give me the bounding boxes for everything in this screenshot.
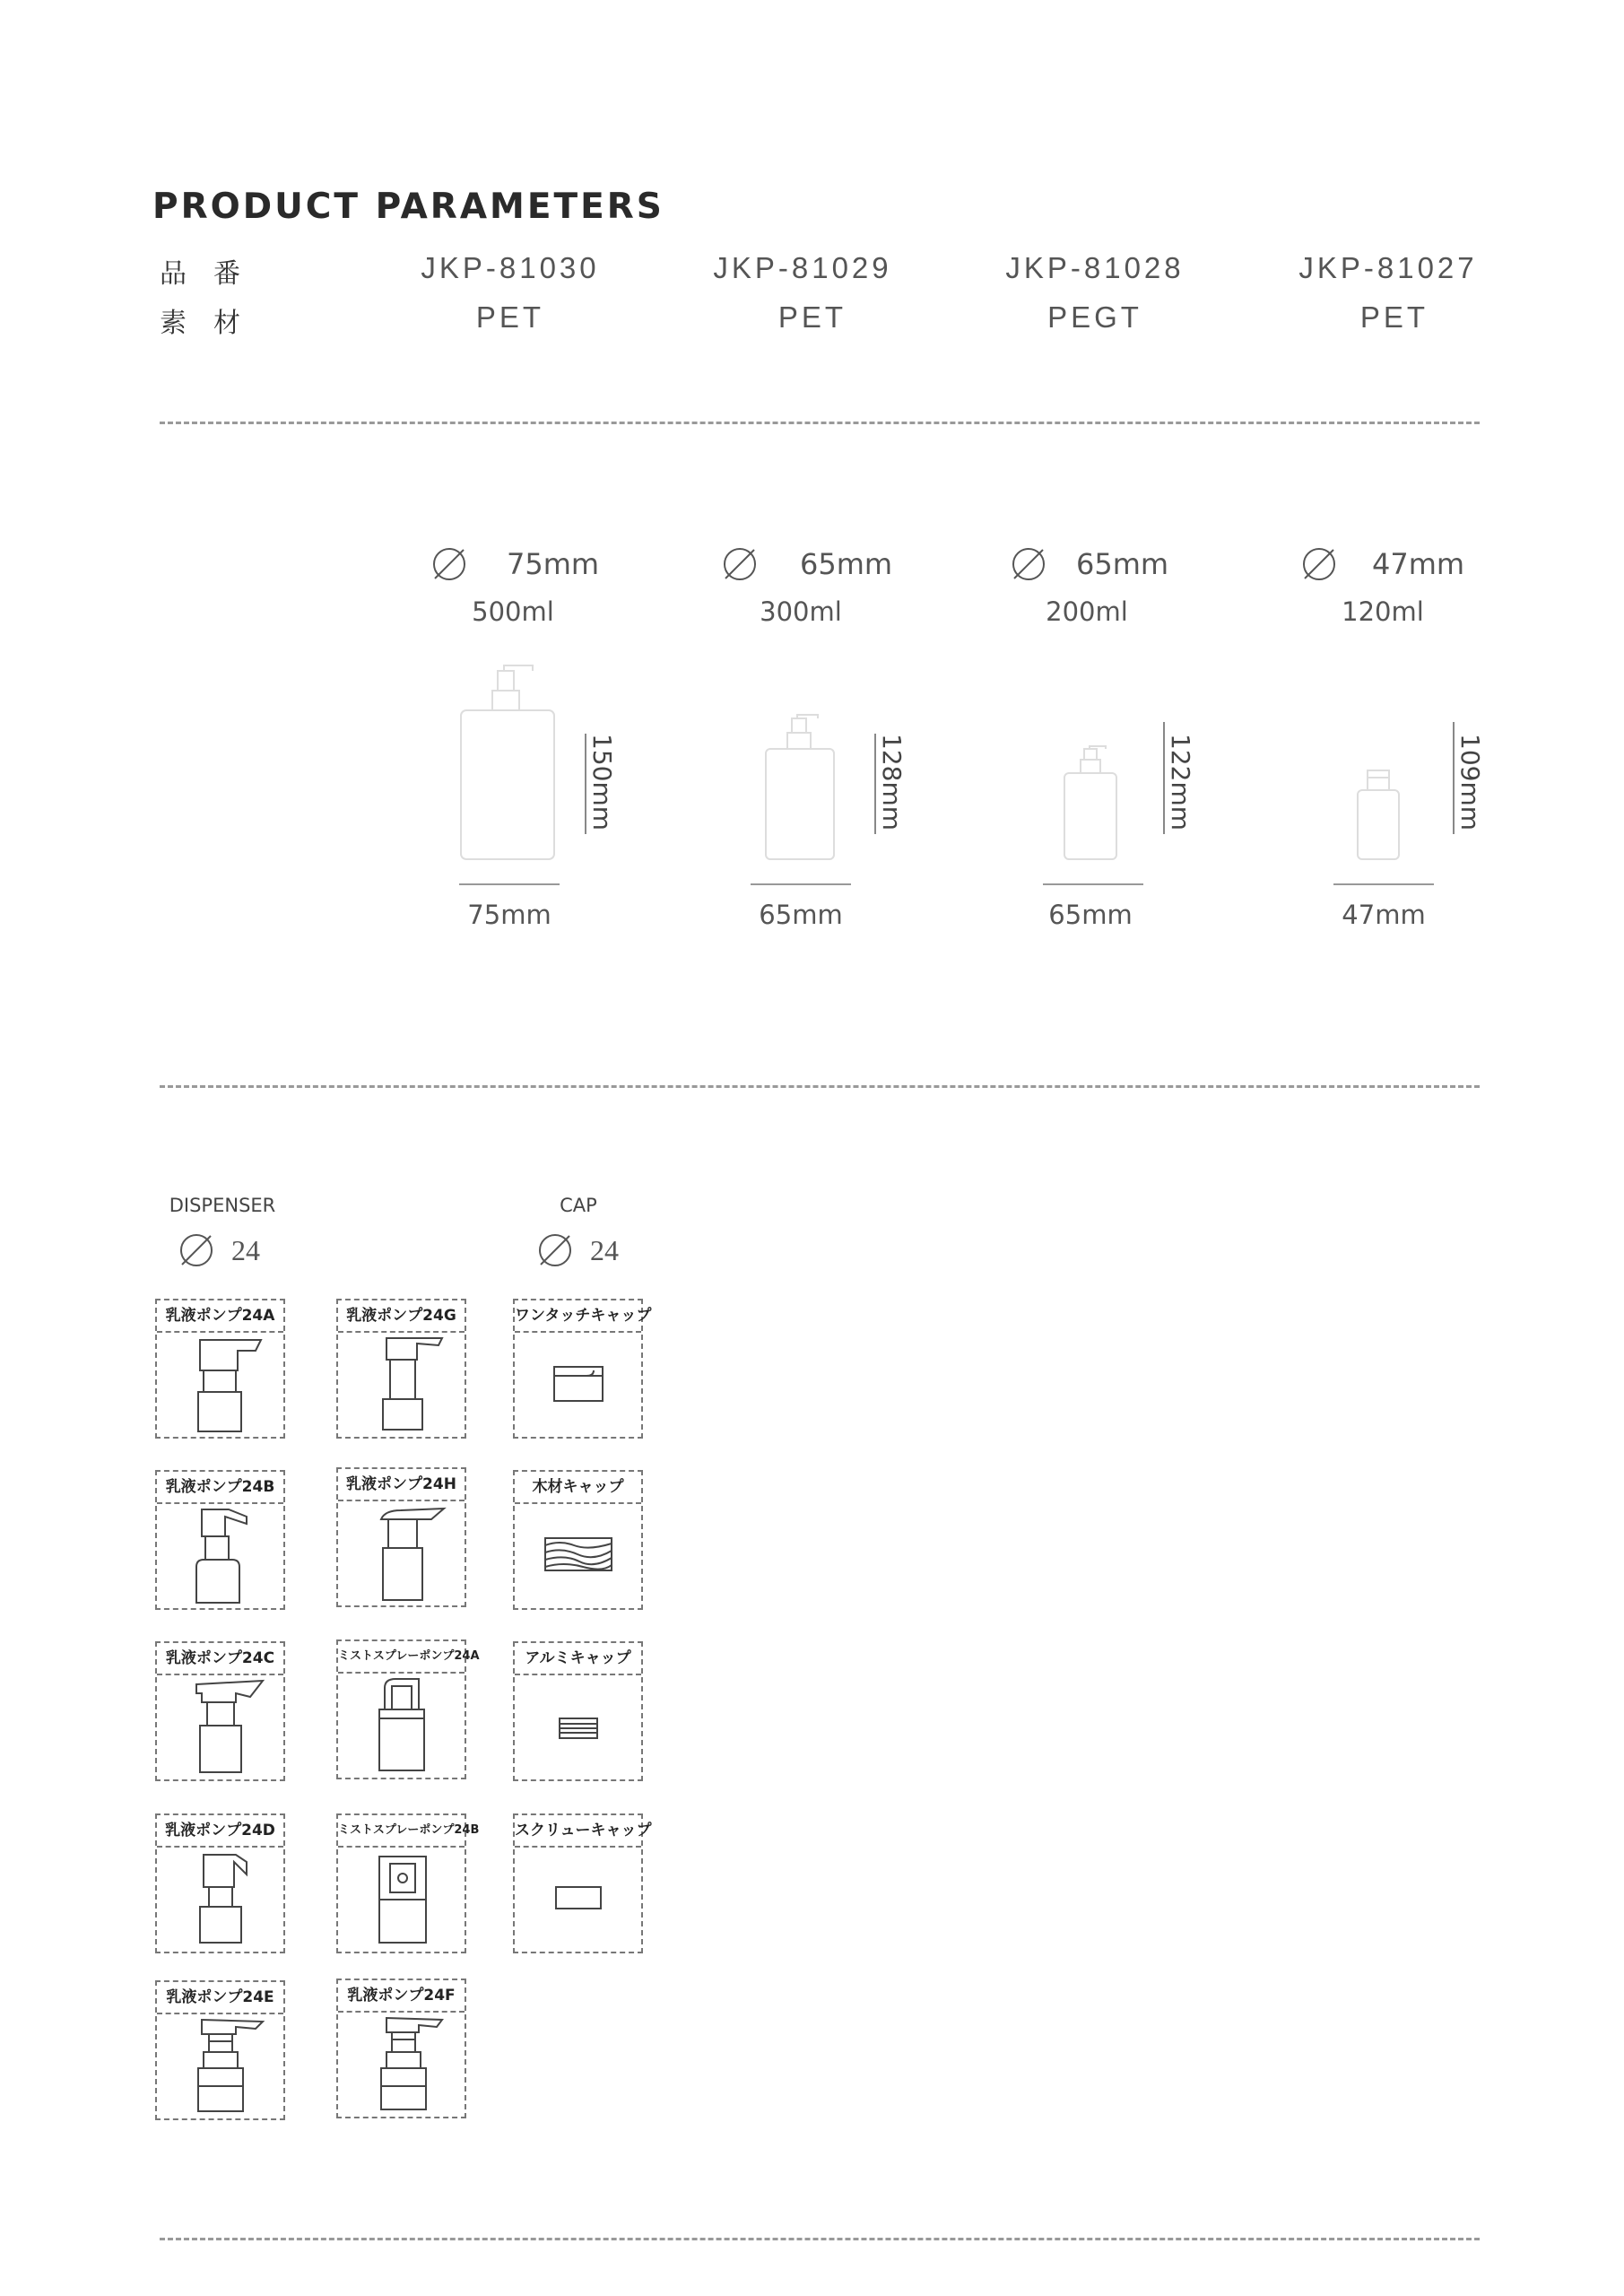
dispenser-item-label: 乳液ポンプ24A [157, 1300, 283, 1333]
bottle-icon [1356, 767, 1403, 861]
dispenser-item-label: 乳液ポンプ24C [157, 1643, 283, 1675]
lotion-pump-icon [338, 1501, 465, 1605]
diameter-icon [538, 1233, 572, 1267]
page-title: PRODUCT PARAMETERS [152, 187, 664, 227]
lotion-pump-icon [157, 2014, 283, 2118]
cap-diameter: 24 [590, 1234, 619, 1266]
diameter-1: 75mm [507, 547, 600, 581]
dispenser-item [155, 1299, 285, 1439]
material-1: PET [475, 300, 545, 334]
product-code-2: JKP-81029 [713, 251, 892, 284]
dispenser-item [336, 1813, 480, 1953]
dispenser-item [336, 1467, 466, 1607]
cap-item [513, 1470, 643, 1610]
product-code-label: 品 番 [160, 258, 240, 290]
dispenser-item [336, 1299, 466, 1439]
cap-item-label: 木材キャップ [515, 1472, 641, 1504]
divider [160, 2238, 1480, 2240]
height-2: 128mm [877, 734, 907, 831]
cap-label: CAP [560, 1195, 597, 1216]
cap-item-label: アルミキャップ [515, 1643, 641, 1675]
width-line [751, 883, 851, 885]
divider [160, 1085, 1480, 1088]
bottle-icon [459, 664, 563, 861]
material-2: PET [777, 300, 847, 334]
width-1: 75mm [467, 900, 551, 930]
width-line [1333, 883, 1434, 885]
volume-1: 500ml [472, 596, 554, 627]
height-line [1163, 722, 1165, 834]
material-4: PET [1359, 300, 1429, 334]
height-line [1453, 722, 1455, 834]
volume-4: 120ml [1342, 596, 1424, 627]
diameter-4: 47mm [1372, 547, 1465, 581]
diameter-icon [723, 547, 757, 581]
diameter-icon [179, 1233, 213, 1267]
dispenser-item-label: ミストスプレーポンプ24B [338, 1815, 465, 1848]
volume-3: 200ml [1046, 596, 1128, 627]
dispenser-item [336, 1639, 480, 1779]
height-3: 122mm [1166, 734, 1195, 831]
lotion-pump-icon [157, 1333, 283, 1437]
width-3: 65mm [1048, 900, 1133, 930]
diameter-icon [432, 547, 466, 581]
material-label: 素 材 [160, 308, 240, 339]
cap-item-label: スクリューキャップ [515, 1815, 641, 1848]
dispenser-item-label: 乳液ポンプ24F [338, 1980, 465, 2013]
diameter-icon [1302, 547, 1336, 581]
product-code-1: JKP-81030 [421, 251, 600, 284]
product-code-3: JKP-81028 [1005, 251, 1185, 284]
lotion-pump-icon [157, 1848, 283, 1952]
lotion-pump-icon [338, 1333, 465, 1437]
cap-item [513, 1813, 652, 1953]
dispenser-item-label: 乳液ポンプ24E [157, 1982, 283, 2014]
dispenser-item [155, 1641, 285, 1781]
dispenser-item [336, 1979, 466, 2118]
dispenser-diameter: 24 [231, 1234, 260, 1266]
dispenser-item-label: 乳液ポンプ24H [338, 1469, 465, 1501]
wood-cap-icon [515, 1504, 641, 1608]
aluminum-cap-icon [515, 1675, 641, 1779]
dispenser-item-label: 乳液ポンプ24B [157, 1472, 283, 1504]
diameter-icon [1012, 547, 1046, 581]
cap-item [513, 1299, 652, 1439]
volume-2: 300ml [760, 596, 842, 627]
one-touch-cap-icon [515, 1333, 641, 1437]
height-4: 109mm [1455, 734, 1485, 831]
mist-spray-icon [338, 1848, 465, 1952]
diameter-3: 65mm [1076, 547, 1169, 581]
screw-cap-icon [515, 1848, 641, 1952]
product-code-4: JKP-81027 [1298, 251, 1478, 284]
mist-spray-icon [338, 1674, 465, 1778]
bottle-icon [1063, 744, 1120, 861]
divider [160, 422, 1480, 424]
height-line [874, 734, 876, 834]
cap-item [513, 1641, 643, 1781]
height-line [585, 734, 586, 834]
dispenser-item [155, 1470, 285, 1610]
width-4: 47mm [1342, 900, 1426, 930]
dispenser-item-label: ミストスプレーポンプ24A [338, 1641, 465, 1674]
dispenser-label: DISPENSER [169, 1195, 276, 1216]
dispenser-item [155, 1980, 285, 2120]
height-1: 150mm [587, 734, 617, 831]
cap-item-label: ワンタッチキャップ [515, 1300, 641, 1333]
width-line [1043, 883, 1143, 885]
dispenser-item-label: 乳液ポンプ24G [338, 1300, 465, 1333]
dispenser-item-label: 乳液ポンプ24D [157, 1815, 283, 1848]
lotion-pump-icon [157, 1675, 283, 1779]
width-2: 65mm [759, 900, 843, 930]
lotion-pump-icon [157, 1504, 283, 1608]
diameter-2: 65mm [800, 547, 893, 581]
width-line [459, 883, 560, 885]
dispenser-item [155, 1813, 285, 1953]
lotion-pump-icon [338, 2013, 465, 2117]
material-3: PEGT [1047, 300, 1142, 334]
bottle-icon [764, 713, 836, 861]
